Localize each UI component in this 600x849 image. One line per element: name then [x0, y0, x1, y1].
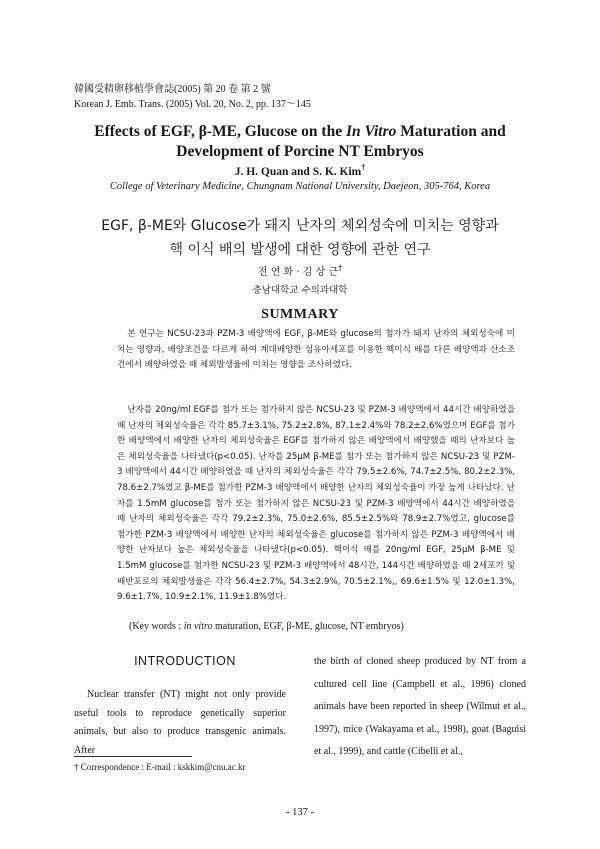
page-number: - 137 - [286, 807, 314, 818]
summary-paragraph-2 [117, 403, 515, 606]
keywords-rest: maturation, EGF, β-ME, glucose, NT embryos) [212, 621, 404, 632]
title-en-italic: In Vitro [345, 123, 397, 140]
summary-text-2: 난자를 20ng/ml EGF를 첨가 또는 첨가하지 않은 NCSU-23 및 PZM-3 배양액에서 44시간 배양하였을 때 난자의 체외성숙율은 각각 85.7±3.1%, 75.2±2.8%, 87.1±2.4%와 78.2±2.6%였으며 EGF를 첨가한 배양액에서 배양한 난자의 체외성숙율은 EGF를 첨가하지 않은 배양액에서 배양했을 때의 난자보다 높은 체외성숙율을 나타냈다(p<0.05). 난자를 25μM β-ME를 첨가 또는 첨가하지 않은 NCSU-23 및 PZM-3 배양액에서 44시간 배양하였을 때 난자의 체외성숙율은 각각 79.5±2.6%, 74.7±2.5%, 80.2±2.3%, 78.6±2.7%였고 β-ME를 첨가한 PZM-3 배양액에서 배양한 난자의 체외성숙율이 가장 높게 나타났다. 난자를 1.5mM glucose를 첨가 또는 첨가하지 않은 NCSU-23 및 PZM-3 배양액에서 44시간 배양하였을 때 난자의 체외성숙율은 각각 79.2±2.3%, 75.0±2.6%, 85.5±2.5%와 78.9±2.7%였고, glucose를 첨가한 PZM-3 배양액에서 배양한 난자의 체외성숙율은 glucose를 첨가하지 않은 PZM-3 배양액에서 배양한 난자보다 높은 체외성숙율을 나타냈다(p<0.05). 핵이식 배를 20ng/ml EGF, 25μM β-ME 및 1.5mM glucose를 첨가한 NCSU-23 및 PZM-3 배양액에서 48시간, 144시간 배양하였을 때 2세포기 및 배반포로의 체외발생율은 각각 56.4±2.7%, 54.3±2.9%, 70.5±2.1%,, 69.6±1.5% 및 12.0±1.3%, 9.6±1.7%, 10.9±2.1%, 11.9±1.8%였다. [117, 405, 515, 603]
correspondence-mark: † [361, 163, 366, 172]
title-en-part1: Effects of EGF, β-ME, Glucose on the [94, 123, 346, 140]
intro-right-paragraph: the birth of cloned sheep produced by NT from a cultured cell line (Campbell et al., 1996) cloned animals have been reported in sheep (Wilmut et al., 1997), mice (Wakayama et al., 1998), goat (Baguisi et al., 1999), and cattle (Cibelli et al., [314, 656, 526, 757]
introduction-heading: INTRODUCTION [134, 654, 236, 668]
keywords [117, 621, 515, 632]
journal-header [74, 82, 311, 112]
affiliation-korean: 충남대학교 수의과대학 [252, 285, 348, 296]
authors-korean [0, 263, 600, 278]
paper-title-english [60, 122, 540, 162]
authors-english [0, 163, 600, 178]
title-ko-line1: EGF, β-ME와 Glucose가 돼지 난자의 체외성숙에 미치는 영향과 [101, 218, 499, 234]
summary-text-1: 본 연구는 NCSU-23과 PZM-3 배양액에 EGF, β-ME와 glucose의 첨가가 돼지 난자의 체외성숙에 미치는 영향과, 배양조건을 다르게 하여 계대배양한 섬유아세포를 이용한 핵이식 배를 다른 배양액과 산소조건에서 배양하였을 때 체외발생율에 미치는 영향을 조사하였다. [117, 329, 515, 371]
intro-right-column [314, 651, 526, 764]
authors-ko-names: 전 연 화 · 김 상 근 [257, 267, 339, 278]
authors-en-names: J. H. Quan and S. K. Kim [234, 165, 362, 178]
journal-line-english: Korean J. Emb. Trans. (2005) Vol. 20, No. 2, pp. 137～145 [74, 99, 311, 110]
affiliation-english: College of Veterinary Medicine, Chungnam National University, Daejeon, 305-764, Korea [109, 181, 491, 192]
summary-paragraph-1 [117, 327, 515, 374]
title-ko-line2: 핵 이식 배의 발생에 대한 영향에 관한 연구 [169, 242, 431, 258]
summary-heading: SUMMARY [261, 307, 339, 322]
intro-left-paragraph: Nuclear transfer (NT) might not only provide useful tools to reproduce genetically superior animals, but also to produce transgenic animals. After [74, 689, 286, 756]
keywords-prefix: (Key words : [129, 621, 184, 632]
correspondence-mark-ko: † [338, 263, 343, 273]
title-en-part2: Maturation and Development of Porcine NT Embryos [176, 123, 506, 160]
journal-line-korean: 韓國受精卵移植學會誌(2005) 第 20 卷 第 2 號 [74, 84, 271, 95]
intro-left-column [74, 686, 286, 760]
footnote-divider [74, 756, 192, 757]
keywords-italic: in vitro [183, 621, 213, 632]
footnote-mark: † [74, 762, 79, 772]
footnote [74, 762, 246, 772]
paper-title-korean [60, 214, 540, 262]
footnote-text: Correspondence : E-mail : kskkim@cnu.ac.kr [78, 762, 246, 772]
